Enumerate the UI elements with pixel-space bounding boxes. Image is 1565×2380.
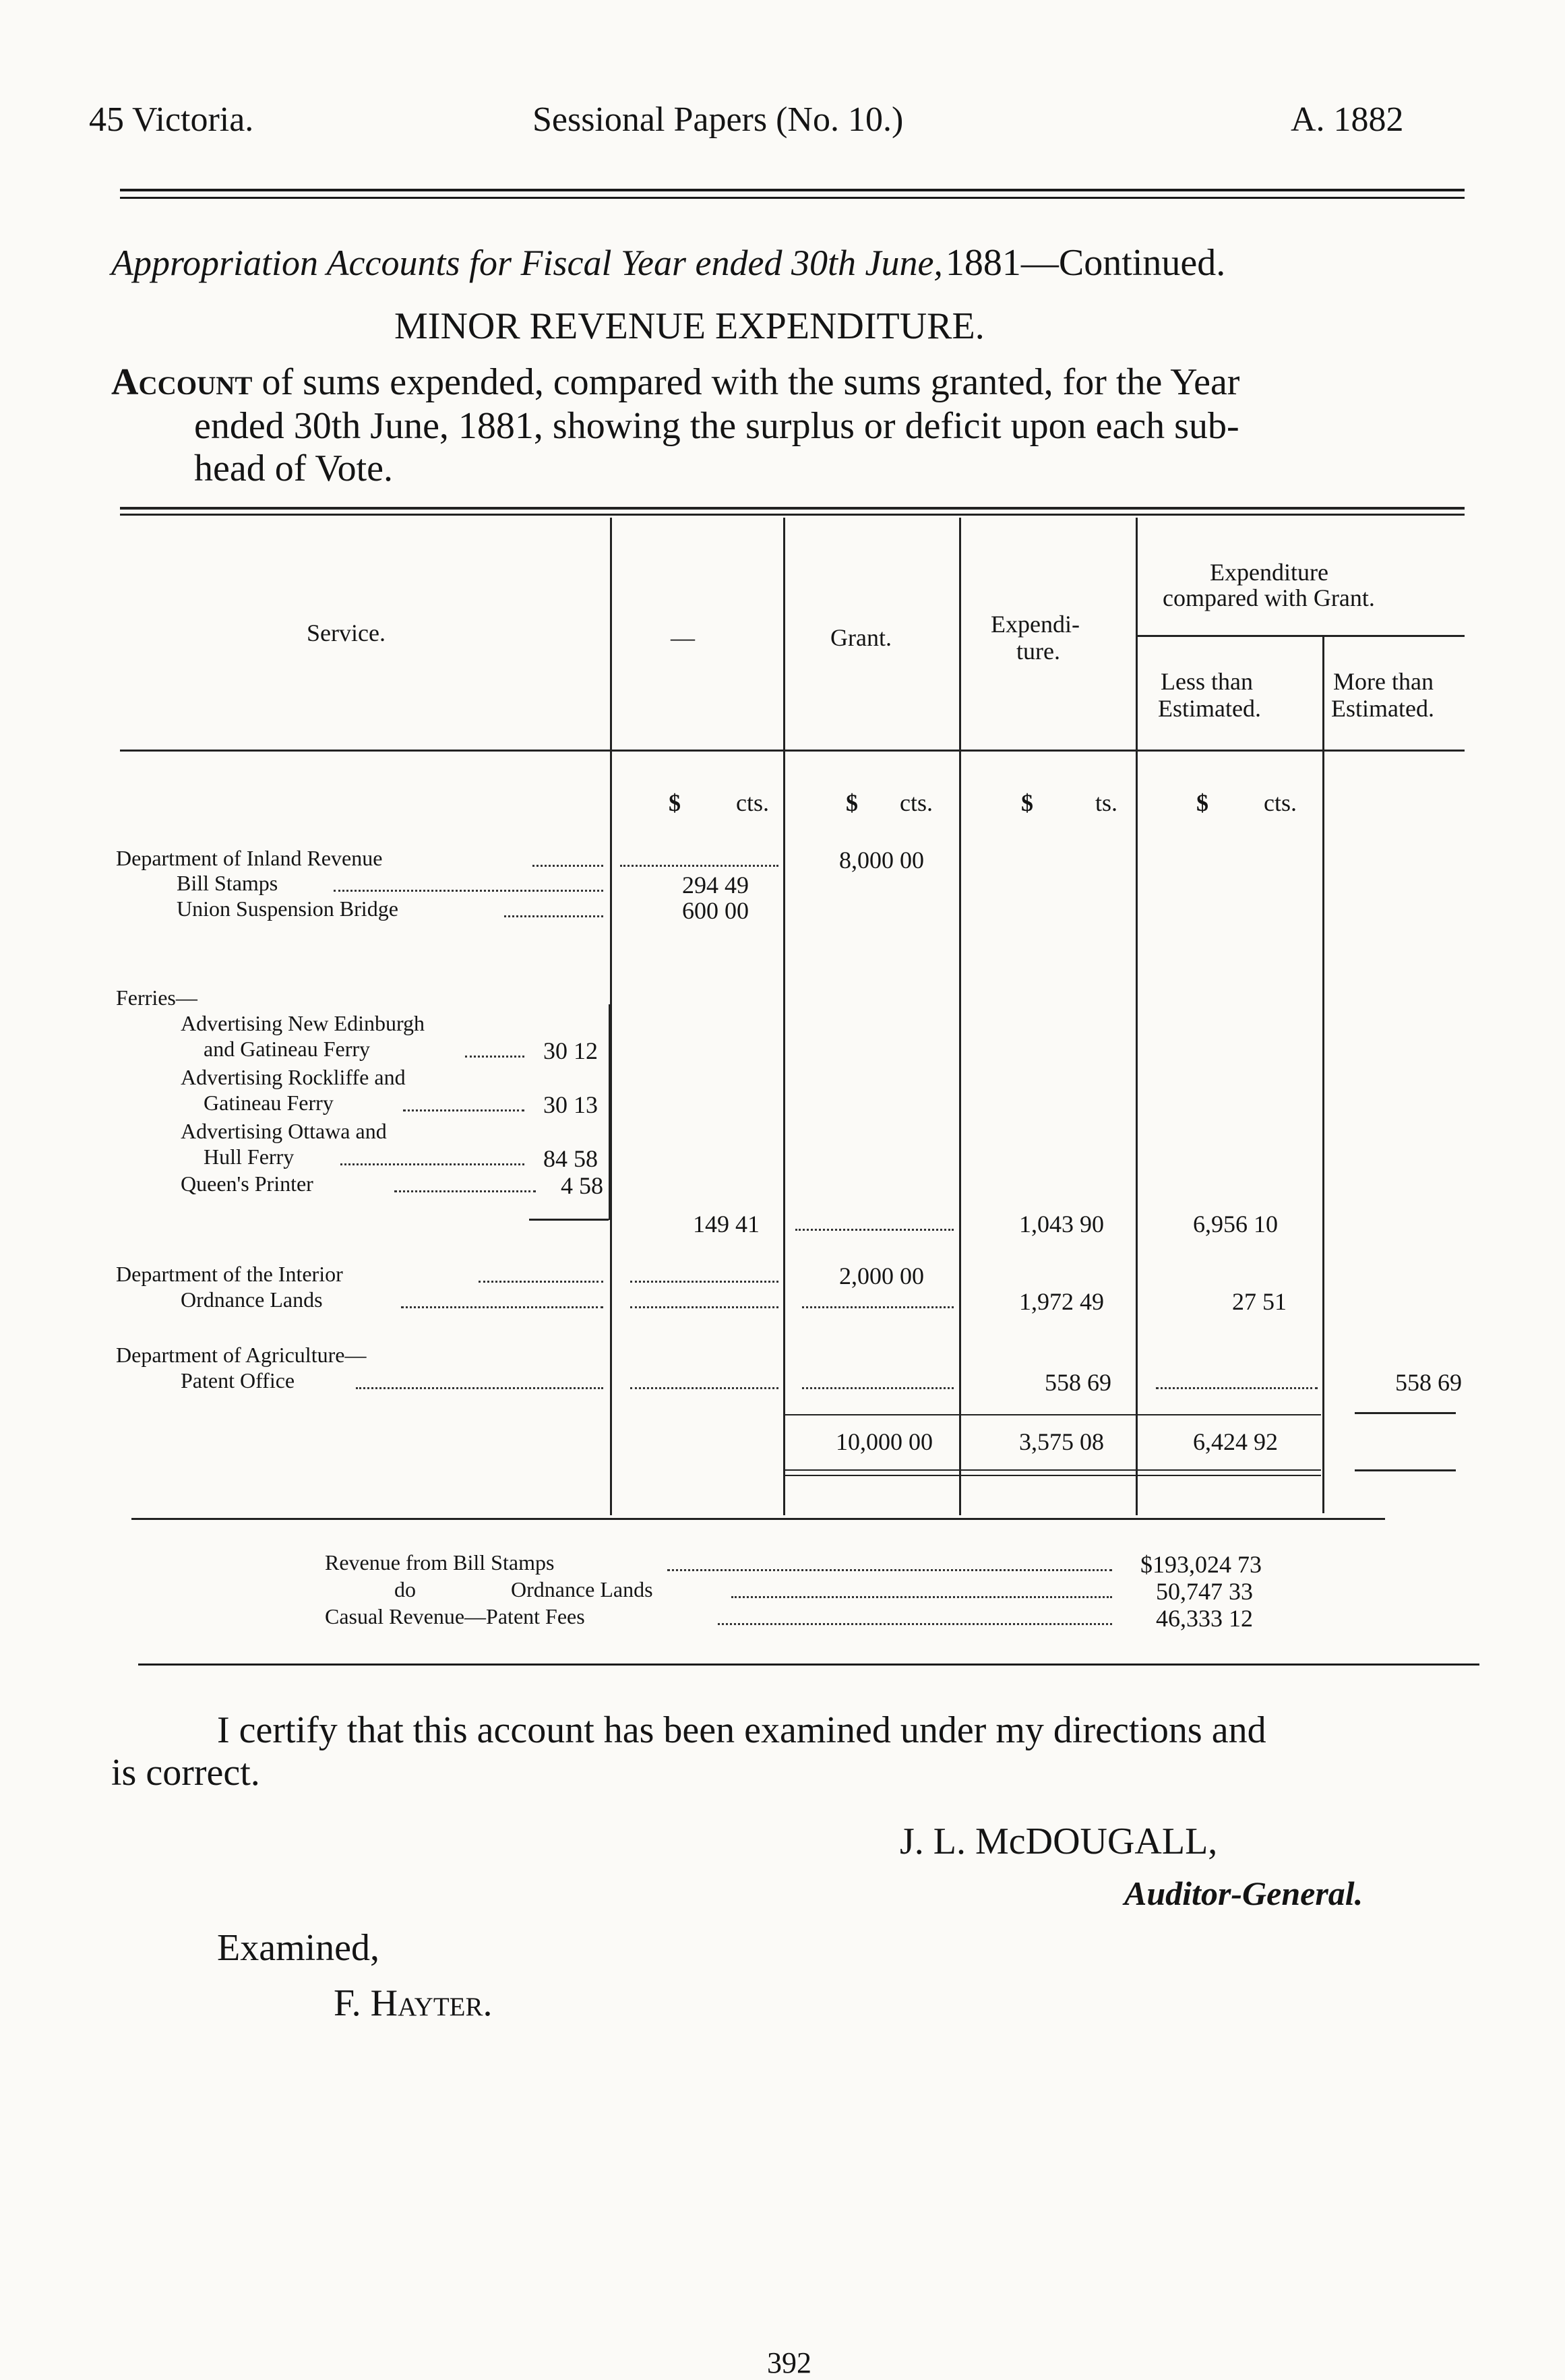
- compared-sub-rule: [1138, 635, 1465, 637]
- revenue-row-2-label: Ordnance Lands: [511, 1577, 653, 1601]
- row-interior-label: Department of the Interior: [116, 1262, 343, 1286]
- row-ferry-a3-line1: Advertising Ottawa and: [181, 1119, 387, 1143]
- leader-dots: [394, 1190, 536, 1192]
- leader-dots: [630, 1306, 778, 1308]
- leader-dots: [340, 1163, 524, 1165]
- leader-dots: [401, 1306, 603, 1308]
- revenue-row-3-value: 46,333 12: [1156, 1605, 1253, 1632]
- header-less-2: Estimated.: [1158, 695, 1261, 722]
- header-more-2: Estimated.: [1331, 695, 1434, 722]
- leader-dots: [802, 1387, 954, 1389]
- header-grant: Grant.: [830, 624, 892, 651]
- leader-dots: [795, 1229, 954, 1231]
- row-union-bridge-value: 600 00: [682, 897, 749, 924]
- row-queens-printer-value: 4 58: [561, 1172, 603, 1199]
- leader-dots: [718, 1623, 1112, 1625]
- row-agriculture-label: Department of Agriculture—: [116, 1343, 367, 1367]
- header-expenditure-2: ture.: [1016, 638, 1060, 665]
- row-ferry-a1-line1: Advertising New Edinburgh: [181, 1011, 425, 1035]
- header-right: A. 1882: [1291, 100, 1404, 139]
- row-ferry-a2-line2: Gatineau Ferry: [204, 1091, 334, 1115]
- total-grant: 10,000 00: [836, 1428, 933, 1455]
- row-interior-grant: 2,000 00: [839, 1262, 924, 1289]
- intro-line-3: head of Vote.: [194, 448, 393, 489]
- row-patent-more: 558 69: [1395, 1369, 1462, 1396]
- col-rule-4: [1136, 518, 1138, 1515]
- intro-line-2: ended 30th June, 1881, showing the surplus or deficit upon each sub-: [194, 405, 1239, 447]
- leader-dots: [630, 1281, 778, 1283]
- row-patent-expenditure: 558 69: [1045, 1369, 1111, 1396]
- header-center: Sessional Papers (No. 10.): [532, 100, 904, 139]
- row-ferry-a3-value: 84 58: [543, 1145, 598, 1172]
- section-heading: MINOR REVENUE EXPENDITURE.: [394, 305, 985, 347]
- examiner-name: F. Hayter.: [334, 1982, 493, 2024]
- certify-line-1: I certify that this account has been examined under my directions and: [217, 1709, 1266, 1751]
- header-more-1: More than: [1333, 668, 1434, 695]
- header-expenditure-1: Expendi-: [991, 611, 1080, 638]
- leader-dots: [1156, 1387, 1318, 1389]
- row-ferries-expenditure: 1,043 90: [1019, 1211, 1104, 1238]
- intro-rest: of sums expended, compared with the sums granted, for the Year: [262, 361, 1240, 403]
- row-queens-printer-label: Queen's Printer: [181, 1171, 313, 1196]
- header-left: 45 Victoria.: [89, 100, 254, 139]
- row-ferry-a2-value: 30 13: [543, 1091, 598, 1118]
- row-inland-grant: 8,000 00: [839, 847, 924, 874]
- row-ferry-a1-value: 30 12: [543, 1037, 598, 1064]
- total-expenditure: 3,575 08: [1019, 1428, 1104, 1455]
- table-top-rule-2: [120, 514, 1465, 516]
- row-ferries-less: 6,956 10: [1193, 1211, 1278, 1238]
- leader-dots: [532, 865, 603, 867]
- total-less: 6,424 92: [1193, 1428, 1278, 1455]
- col-rule-1: [610, 518, 612, 1515]
- totals-bottom-rule-2: [785, 1475, 1321, 1476]
- revenue-bottom-rule: [138, 1664, 1479, 1666]
- revenue-row-1-value: $193,024 73: [1140, 1551, 1262, 1578]
- header-compared-2: compared with Grant.: [1163, 584, 1375, 611]
- ferries-bracket-rule: [609, 1004, 610, 1220]
- leader-dots: [504, 915, 603, 917]
- intro-line-1: [111, 361, 1239, 404]
- row-ordnance-expenditure: 1,972 49: [1019, 1288, 1104, 1315]
- totals-top-rule: [785, 1414, 1321, 1415]
- col-rule-3: [959, 518, 961, 1515]
- row-union-bridge-label: Union Suspension Bridge: [177, 896, 398, 921]
- leader-dots: [356, 1387, 603, 1389]
- intro-lead: Account: [111, 361, 253, 403]
- page-number: 392: [767, 2346, 811, 2379]
- unit-c2-dollar: $: [846, 789, 858, 816]
- leader-dots: [620, 865, 778, 867]
- table-top-rule: [120, 507, 1465, 510]
- leader-dots: [465, 1056, 524, 1058]
- leader-dots: [731, 1596, 1112, 1598]
- unit-c4-dollar: $: [1196, 789, 1208, 816]
- appropriation-title: [111, 241, 1225, 284]
- leader-dots: [802, 1306, 954, 1308]
- col-rule-2: [783, 518, 785, 1515]
- col-rule-5: [1322, 637, 1324, 1513]
- unit-c1-cts: cts.: [736, 789, 769, 816]
- unit-c1-dollar: $: [669, 789, 681, 816]
- examined-label: Examined,: [217, 1927, 380, 1969]
- row-ferry-a1-line2: and Gatineau Ferry: [204, 1037, 371, 1061]
- row-patent-label: Patent Office: [181, 1368, 295, 1393]
- table-bottom-rule: [131, 1518, 1385, 1520]
- leader-dots: [334, 890, 603, 892]
- appropriation-title-italic: Appropriation Accounts for Fiscal Year ended 30th June,: [111, 243, 943, 283]
- row-bill-stamps-label: Bill Stamps: [177, 871, 278, 895]
- leader-dots: [403, 1109, 524, 1111]
- row-ferries-subtotal: 149 41: [693, 1211, 760, 1238]
- row-inland-label: Department of Inland Revenue: [116, 846, 383, 870]
- ferries-subtotal-rule: [529, 1219, 609, 1221]
- more-total-bottom-rule: [1355, 1469, 1456, 1471]
- revenue-row-1-label: Revenue from Bill Stamps: [325, 1550, 555, 1575]
- revenue-row-3-label: Casual Revenue—Patent Fees: [325, 1604, 585, 1628]
- header-less-1: Less than: [1161, 668, 1253, 695]
- totals-bottom-rule: [785, 1469, 1321, 1471]
- header-rule-top: [120, 189, 1465, 191]
- header-compared-1: Expenditure: [1210, 559, 1328, 586]
- revenue-row-2-value: 50,747 33: [1156, 1578, 1253, 1605]
- signer-name: J. L. McDOUGALL,: [900, 1821, 1218, 1862]
- header-service: Service.: [307, 619, 386, 646]
- leader-dots: [667, 1569, 1112, 1571]
- row-ordnance-label: Ordnance Lands: [181, 1287, 323, 1312]
- unit-c3-cts: ts.: [1095, 789, 1118, 816]
- certify-line-2: is correct.: [111, 1752, 260, 1794]
- signer-title: Auditor-General.: [1124, 1874, 1363, 1912]
- header-rule-bottom: [120, 197, 1465, 199]
- appropriation-title-year: 1881—Continued.: [945, 242, 1226, 284]
- unit-c3-dollar: $: [1021, 789, 1033, 816]
- unit-c2-cts: cts.: [900, 789, 933, 816]
- header-blank: —: [671, 624, 695, 651]
- row-ferry-a3-line2: Hull Ferry: [204, 1145, 295, 1169]
- table-header-rule: [120, 750, 1465, 752]
- row-ordnance-less: 27 51: [1232, 1288, 1287, 1315]
- row-ferries-label: Ferries—: [116, 985, 197, 1010]
- row-ferry-a2-line1: Advertising Rockliffe and: [181, 1065, 406, 1089]
- row-bill-stamps-value: 294 49: [682, 872, 749, 898]
- more-total-rule: [1355, 1412, 1456, 1414]
- revenue-row-2-do: do: [394, 1577, 416, 1601]
- unit-c4-cts: cts.: [1264, 789, 1297, 816]
- leader-dots: [630, 1387, 778, 1389]
- leader-dots: [479, 1281, 603, 1283]
